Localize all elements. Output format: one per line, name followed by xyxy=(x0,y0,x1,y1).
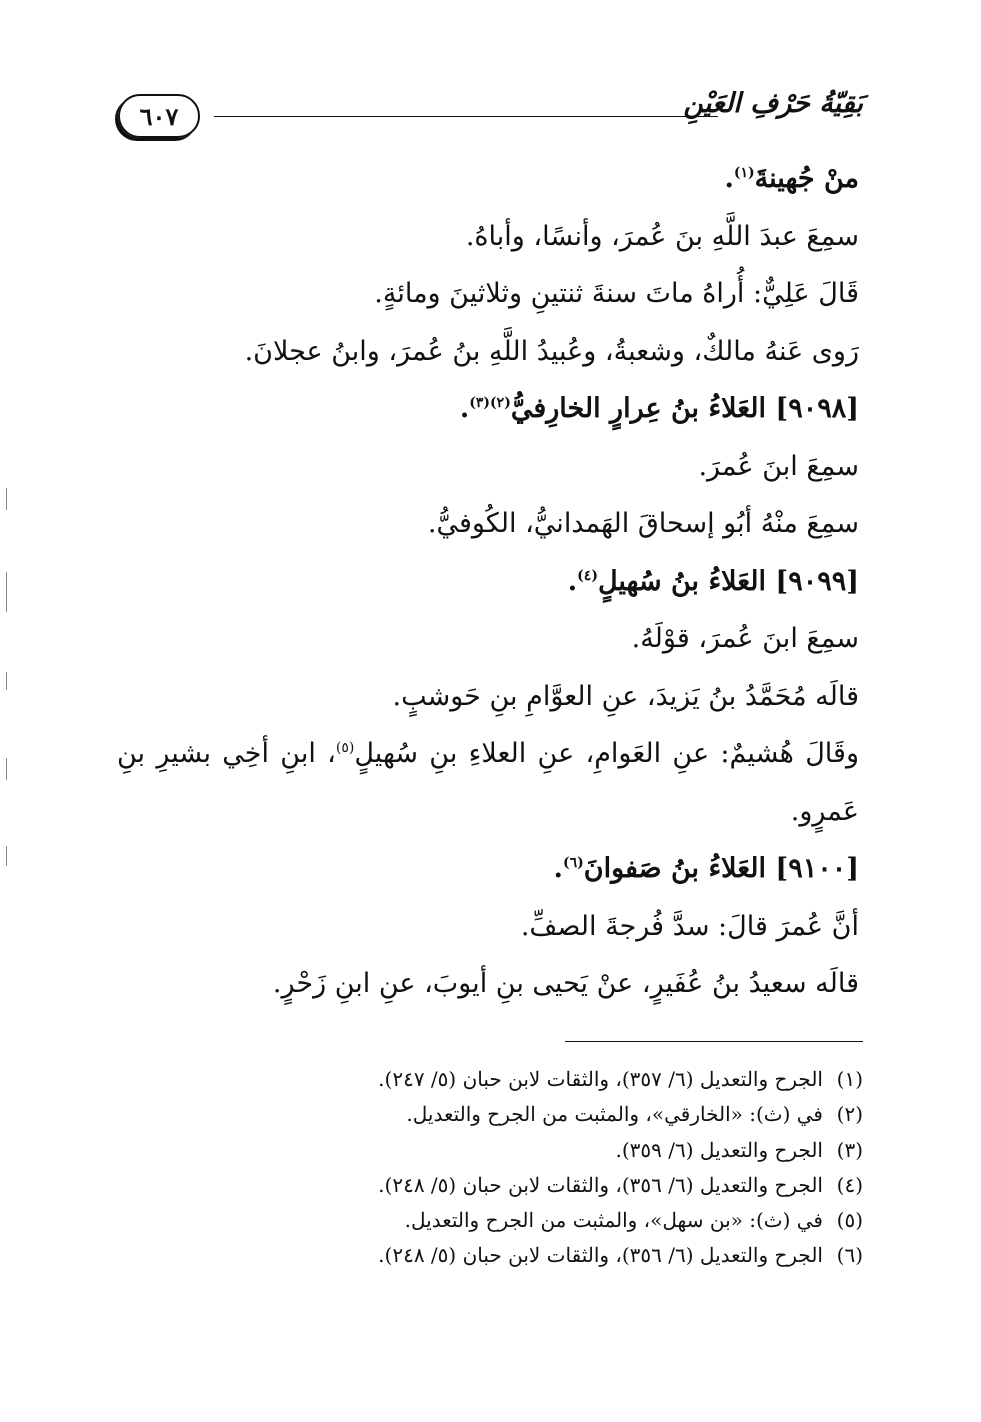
line-text: [٩٠٩٩] العَلاءُ بنُ سُهيلٍ xyxy=(597,565,859,597)
footnote-number: (٣) xyxy=(836,1137,863,1162)
line-text: سمِعَ ابنَ عُمرَ، قوْلَهُ. xyxy=(631,623,859,654)
footnote xyxy=(118,1238,863,1273)
page-number: ٦٠٧ xyxy=(139,101,179,131)
text-line xyxy=(117,955,859,1013)
text-line xyxy=(117,380,859,438)
footnote-text: الجرح والتعديل (٦/ ٣٥٩). xyxy=(615,1137,823,1162)
text-line xyxy=(117,323,859,381)
text-line xyxy=(117,208,859,266)
line-text: سمِعَ منْهُ أبُو إسحاقَ الهَمدانيُّ، الكُوفيُّ. xyxy=(427,508,859,539)
line-text: سمِعَ ابنَ عُمرَ. xyxy=(698,450,859,482)
text-line xyxy=(117,725,859,783)
footnote-number: (١) xyxy=(836,1067,863,1091)
line-tail: . xyxy=(553,853,563,884)
line-text: منْ جُهينةَ xyxy=(754,163,859,194)
running-title: بَقِيّةُ حَرْفِ العَيْنِ xyxy=(683,88,863,119)
line-tail: . xyxy=(459,393,470,424)
text-line xyxy=(117,495,859,553)
line-text: وقَالَ هُشيمٌ: عنِ العَوامِ، عنِ العلاءِ بنِ سُهيلٍ xyxy=(354,738,859,769)
footnote-number: (٥) xyxy=(836,1208,863,1233)
footnote xyxy=(118,1062,863,1097)
margin-mark xyxy=(6,572,7,612)
footnote xyxy=(118,1097,863,1132)
text-line xyxy=(117,553,859,611)
line-tail: . xyxy=(724,163,734,194)
footnote-number: (٤) xyxy=(836,1172,863,1197)
header-rule xyxy=(214,116,718,117)
page-header xyxy=(118,88,863,144)
line-text: [٩٠٩٨] العَلاءُ بنُ عِرارٍ الخارِفيُّ xyxy=(510,393,859,424)
margin-mark xyxy=(6,758,7,780)
footnote xyxy=(118,1168,863,1203)
main-text xyxy=(117,150,859,1013)
footnote-reference[interactable]: (٢)(٣) xyxy=(469,395,511,411)
text-line xyxy=(117,668,859,726)
line-text: سمِعَ عبدَ اللَّهِ بنَ عُمرَ، وأنسًا، وأباهُ. xyxy=(465,220,859,252)
line-tail: ، ابنِ أخِي بشيرِ بنِ xyxy=(117,738,336,769)
footnote xyxy=(118,1203,863,1238)
text-line xyxy=(117,610,859,668)
line-text: أنَّ عُمرَ قالَ: سدَّ فُرجةَ الصفِّ. xyxy=(520,910,859,942)
text-line xyxy=(117,840,859,898)
line-text: قالَه مُحَمَّدُ بنُ يَزيدَ، عنِ العوَّامِ بنِ حَوشبٍ. xyxy=(392,680,859,712)
line-text: عَمرٍو. xyxy=(790,795,859,827)
text-line xyxy=(117,150,859,208)
footnote-text: في (ث): «بن سهل»، والمثبت من الجرح والتعديل. xyxy=(404,1208,823,1233)
footnote-text: الجرح والتعديل (٦/ ٣٥٧)، والثقات لابن حبان (٥/ ٢٤٧). xyxy=(378,1067,823,1091)
footnote-separator xyxy=(565,1041,863,1042)
footnote-text: في (ث): «الخارقي»، والمثبت من الجرح والتعديل. xyxy=(406,1102,823,1127)
line-tail: . xyxy=(567,565,578,597)
text-line xyxy=(117,783,859,841)
text-line xyxy=(117,898,859,956)
line-text: قَالَ عَلِيٌّ: أُراهُ ماتَ سنةَ ثنتينِ وثلاثينَ ومائةٍ. xyxy=(374,278,859,309)
line-text: قالَه سعيدُ بنُ عُفَيرٍ، عنْ يَحيى بنِ أيوبَ، عنِ ابنِ زَحْرٍ. xyxy=(272,968,859,999)
page-number-badge xyxy=(118,94,200,138)
line-text: [٩١٠٠] العَلاءُ بنُ صَفوانَ xyxy=(583,853,859,884)
footnote-reference[interactable]: (٦) xyxy=(562,855,584,871)
footnote-number: (٢) xyxy=(836,1102,863,1127)
line-text: رَوى عَنهُ مالكٌ، وشعبةُ، وعُبيدُ اللَّهِ بنُ عُمرَ، وابنُ عجلانَ. xyxy=(244,335,859,367)
footnotes xyxy=(118,1062,863,1274)
footnote-reference[interactable]: (٥) xyxy=(335,740,355,756)
margin-mark xyxy=(6,488,7,510)
footnote-reference[interactable]: (١) xyxy=(733,165,755,181)
text-line xyxy=(117,438,859,496)
text-line xyxy=(117,265,859,323)
footnote-text: الجرح والتعديل (٦/ ٣٥٦)، والثقات لابن حبان (٥/ ٢٤٨). xyxy=(378,1243,823,1268)
footnote-text: الجرح والتعديل (٦/ ٣٥٦)، والثقات لابن حبان (٥/ ٢٤٨). xyxy=(378,1172,823,1197)
footnote-number: (٦) xyxy=(836,1243,863,1268)
margin-mark xyxy=(6,846,7,866)
footnote-reference[interactable]: (٤) xyxy=(577,567,598,584)
margin-mark xyxy=(6,672,7,690)
footnote xyxy=(118,1133,863,1168)
